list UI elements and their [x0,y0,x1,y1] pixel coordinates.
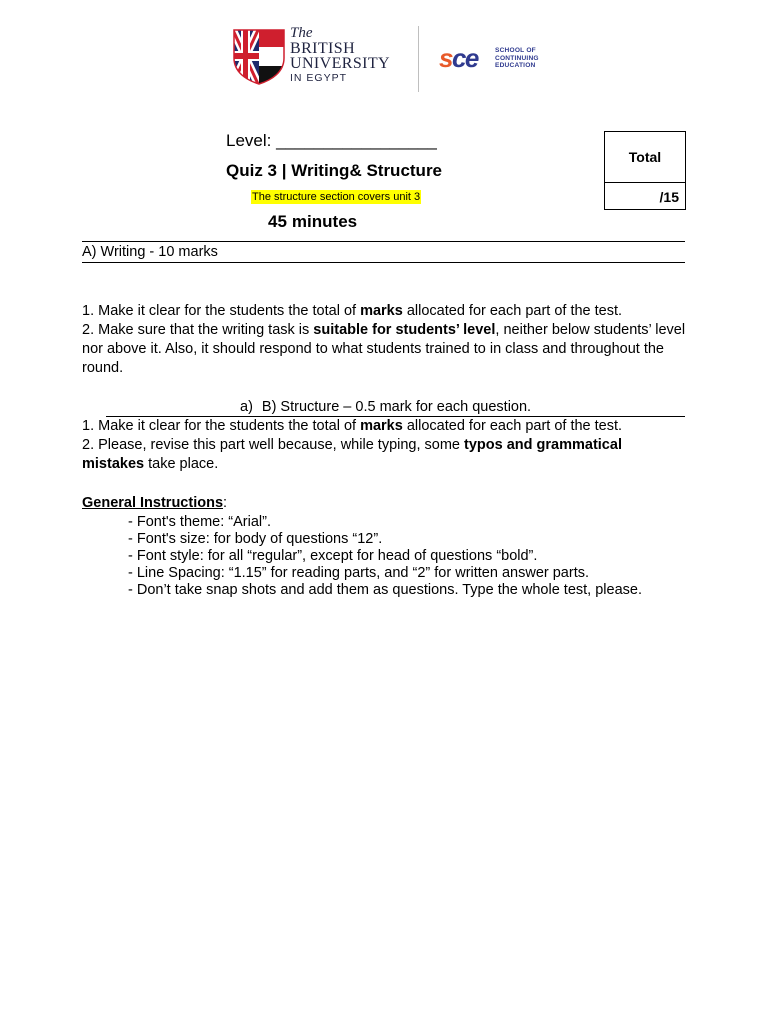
quiz-title: Quiz 3 | Writing& Structure [226,161,443,180]
structure-list-marker: a) [240,399,253,415]
general-instructions-colon: : [223,495,228,511]
duration-value: 45 [268,212,287,231]
general-instructions-label: General Instructions [82,495,224,511]
writing-heading: A) Writing - 10 marks [82,244,218,260]
writing-note-1: 1. Make it clear for the students the total of marks allocated for each part of the test. [82,303,623,319]
logo-divider [418,26,419,92]
total-label: Total [605,132,685,183]
total-score-box [604,131,686,210]
total-score: /15 [659,188,679,205]
bue-the: The [290,25,313,41]
bue-shield-icon [232,28,286,86]
bue-wordmark [290,26,390,84]
sce-logo [439,45,549,73]
general-instructions-list [128,514,728,599]
structure-heading-text: B) Structure – 0.5 mark for each question. [261,399,532,415]
writing-notes [82,302,688,378]
general-instructions-heading [82,494,227,513]
sce-mark-ce: ce [451,43,478,73]
level-field: Level: _________________ [226,131,437,150]
sce-school-of: SCHOOL OF [495,47,536,54]
bue-british: BRITISH [290,40,356,57]
structure-heading [240,398,531,417]
sce-education: EDUCATION [495,62,536,70]
list-item: - Font's theme: “Arial”. [128,514,271,530]
structure-note-2: 2. Please, revise this part well because, while typing, some typos and grammatical mistakes take place. [82,437,622,472]
sce-mark [439,45,478,71]
list-item: - Font style: for all “regular”, except for head of questions “bold”. [128,548,538,564]
sce-mark-s: s [439,43,452,73]
section-rule-top [82,241,685,242]
list-item: - Font's size: for body of questions “12”. [128,531,383,547]
list-item: - Don’t take snap shots and add them as questions. Type the whole test, please. [128,582,642,598]
bue-university: UNIVERSITY [290,55,390,72]
duration-unit: minutes [291,212,358,231]
writing-note-2: 2. Make sure that the writing task is suitable for students’ level, neither below students’ level nor above it. Also, it should respond to what students trained to in class and throughout the round. [82,322,686,376]
coverage-note: The structure section covers unit 3 [252,191,421,203]
sce-continuing: CONTINUING [495,54,539,62]
structure-notes [82,417,688,474]
list-item: - Line Spacing: “1.15” for reading parts, and “2” for written answer parts. [128,565,589,581]
bue-in-egypt: IN EGYPT [290,72,348,84]
bue-logo [232,26,407,88]
section-rule-bottom [82,262,685,263]
duration [268,212,357,232]
sce-wordmark [495,47,539,70]
structure-note-1: 1. Make it clear for the students the total of marks allocated for each part of the test. [82,418,623,434]
